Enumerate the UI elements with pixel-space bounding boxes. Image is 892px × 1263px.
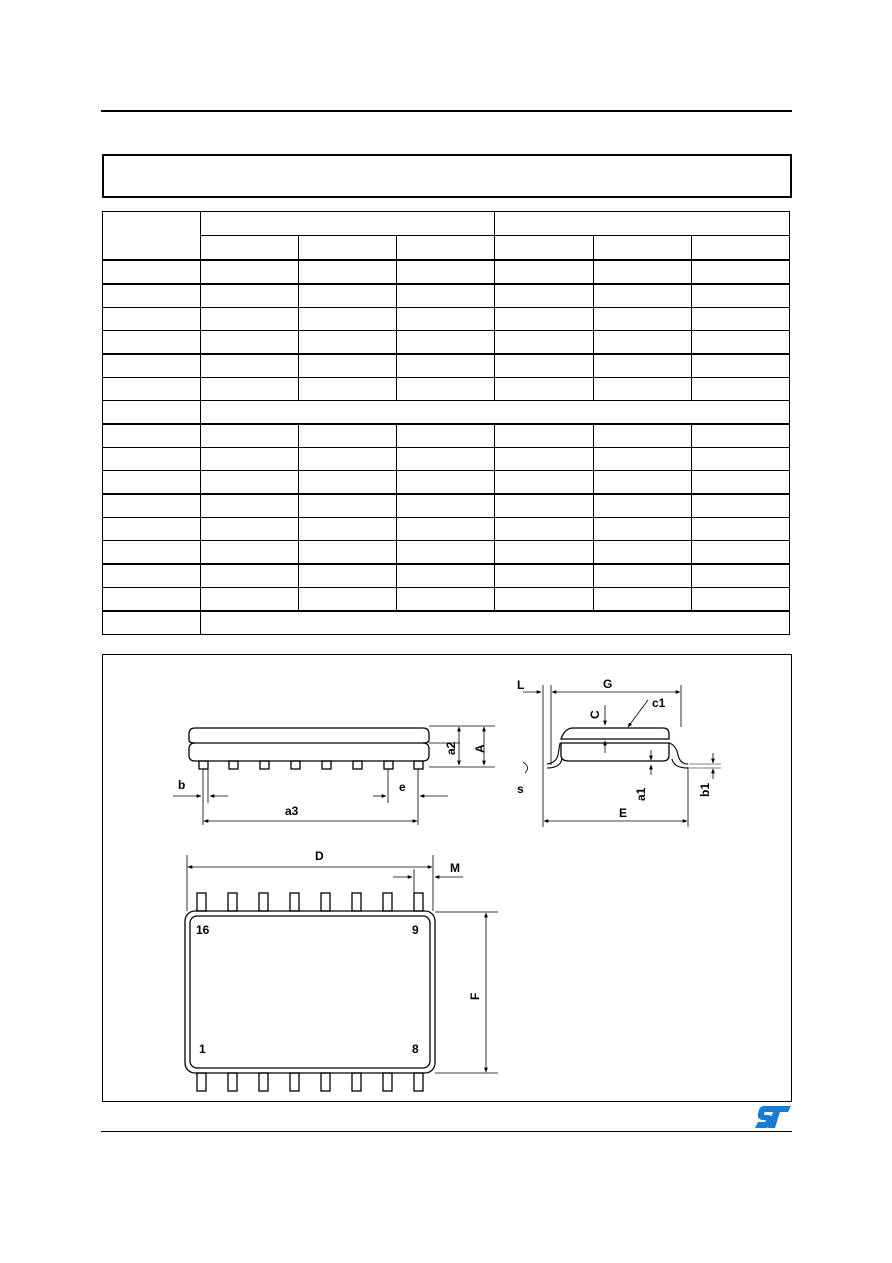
dim-label-C: C <box>588 710 602 719</box>
bottom-rule <box>101 1131 792 1132</box>
table-row <box>103 424 790 448</box>
group-header-inch <box>495 212 790 236</box>
table-row <box>103 518 790 541</box>
table-row <box>103 471 790 495</box>
table-row <box>103 564 790 588</box>
dim-label-F: F <box>468 992 482 1000</box>
st-logo-icon <box>754 1104 792 1130</box>
dim-label-b: b <box>178 778 186 792</box>
dim-label-b1: b1 <box>698 782 712 797</box>
table-row-merged <box>103 401 790 425</box>
table-row <box>103 260 790 284</box>
dim-label-e: e <box>399 780 406 794</box>
dim-label-c1: c1 <box>652 696 666 710</box>
sub-header <box>495 236 594 261</box>
dim-label-L: L <box>517 678 525 692</box>
table-row <box>103 308 790 331</box>
dim-label-a3: a3 <box>285 804 299 818</box>
table-row-merged <box>103 611 790 635</box>
table-row <box>103 354 790 378</box>
table-row <box>103 448 790 471</box>
table-row <box>103 378 790 401</box>
sub-header <box>692 236 790 261</box>
pin-label-9: 9 <box>412 923 419 937</box>
dim-label-G: G <box>603 677 613 691</box>
table-title-box <box>102 154 792 198</box>
dim-label-a1: a1 <box>634 787 648 801</box>
table-row <box>103 588 790 612</box>
top-view <box>185 855 498 1091</box>
group-header-mm <box>201 212 495 236</box>
sub-header <box>201 236 299 261</box>
table-row <box>103 284 790 308</box>
dim-header-cell <box>103 212 201 261</box>
sub-header <box>397 236 495 261</box>
side-view <box>173 726 495 825</box>
dim-label-s: s <box>517 782 524 796</box>
package-outline-drawing <box>103 655 791 1101</box>
dim-label-M: M <box>450 861 460 875</box>
table-row <box>103 541 790 565</box>
table-row <box>103 331 790 355</box>
pin-label-1: 1 <box>199 1042 206 1056</box>
dimensions-table <box>102 211 790 635</box>
top-rule <box>101 110 792 112</box>
sub-header <box>594 236 692 261</box>
pin-label-8: 8 <box>412 1042 419 1056</box>
dim-label-D: D <box>315 849 324 863</box>
dim-label-E: E <box>619 806 628 820</box>
sub-header <box>299 236 397 261</box>
table-row <box>103 494 790 518</box>
dim-label-a2: a2 <box>444 741 458 755</box>
dim-label-A: A <box>473 744 487 753</box>
pin-label-16: 16 <box>196 923 210 937</box>
package-drawing-box <box>102 654 792 1102</box>
